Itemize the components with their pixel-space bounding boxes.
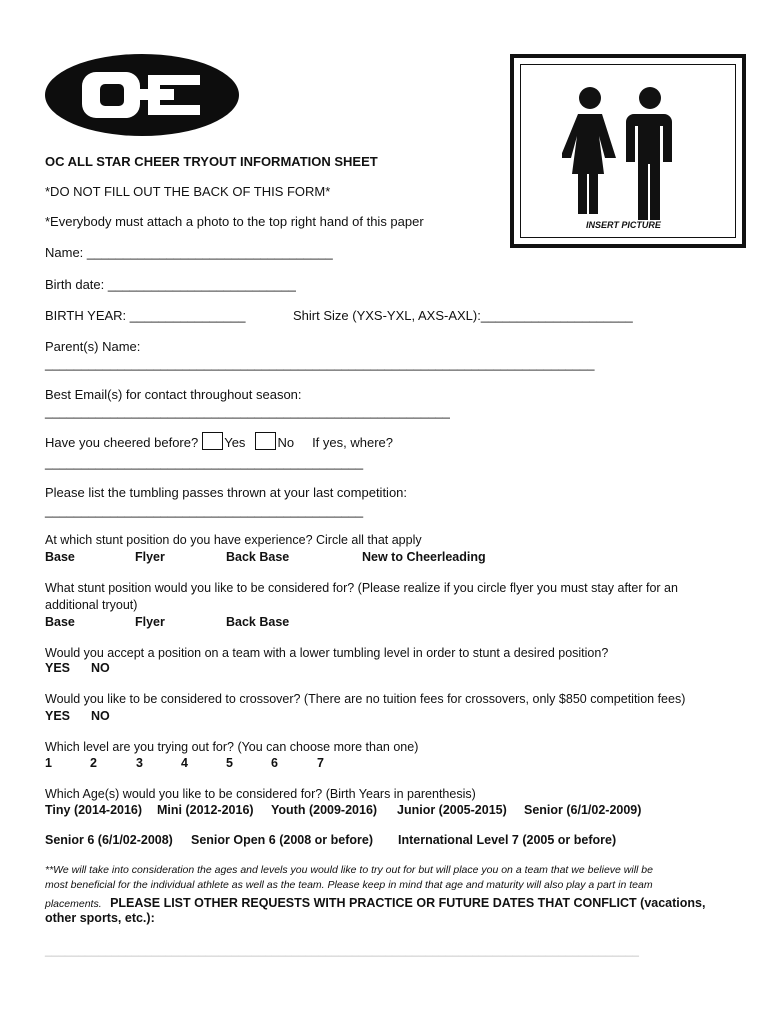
placement-note-2: most beneficial for the individual athlete as well as the team. Please keep in mind that age and maturity will also play a part in team <box>45 879 653 891</box>
birth-date-field[interactable]: Birth date: __________________________ <box>45 277 296 292</box>
lower-tumbling-question: Would you accept a position on a team with a lower tumbling level in order to stunt a desired position? <box>45 646 609 660</box>
insert-picture-caption: INSERT PICTURE <box>586 220 661 230</box>
lower-tumbling-options <box>45 661 245 677</box>
parents-name-line[interactable]: ____________________________________________________________________________ <box>45 356 595 371</box>
placement-note-3: placements. <box>45 898 102 910</box>
age-youth[interactable]: Youth (2009-2016) <box>271 803 378 817</box>
oc-logo-graphic <box>44 53 240 137</box>
option-yes[interactable]: YES <box>45 709 71 723</box>
email-label: Best Email(s) for contact throughout season: <box>45 387 302 402</box>
level-5[interactable]: 5 <box>226 756 233 770</box>
ages-row-2 <box>45 833 685 849</box>
age-mini[interactable]: Mini (2012-2016) <box>157 803 254 817</box>
option-back-base[interactable]: Back Base <box>226 615 290 629</box>
age-tiny[interactable]: Tiny (2014-2016) <box>45 803 143 817</box>
birth-year-field[interactable]: BIRTH YEAR: ________________ <box>45 308 246 323</box>
level-7[interactable]: 7 <box>317 756 324 770</box>
man-woman-restroom-icon <box>562 84 682 224</box>
stunt-consider-question-1: What stunt position would you like to be considered for? (Please realize if you circle flyer you must stay after for an <box>45 581 678 595</box>
page-title: OC ALL STAR CHEER TRYOUT INFORMATION SHEET <box>45 154 378 169</box>
shirt-size-field[interactable]: Shirt Size (YXS-YXL, AXS-AXL):_____________________ <box>293 308 633 323</box>
no-checkbox[interactable] <box>255 432 276 450</box>
cheered-where-line[interactable]: ____________________________________________ <box>45 455 364 470</box>
age-junior[interactable]: Junior (2005-2015) <box>397 803 507 817</box>
requests-line[interactable]: _________________________________________________________________________________________ <box>45 943 639 957</box>
level-1[interactable]: 1 <box>45 756 52 770</box>
ages-row-1 <box>45 803 685 819</box>
age-senior-open-6[interactable]: Senior Open 6 (2008 or before) <box>191 833 373 847</box>
option-flyer[interactable]: Flyer <box>135 550 165 564</box>
age-international-7[interactable]: International Level 7 (2005 or before) <box>398 833 617 847</box>
level-2[interactable]: 2 <box>90 756 97 770</box>
option-yes[interactable]: YES <box>45 661 71 675</box>
requests-heading-2: other sports, etc.): <box>45 911 155 925</box>
level-3[interactable]: 3 <box>136 756 143 770</box>
stunt-experience-question: At which stunt position do you have experience? Circle all that apply <box>45 533 422 547</box>
option-new-to-cheerleading[interactable]: New to Cheerleading <box>362 550 486 564</box>
option-base[interactable]: Base <box>45 615 75 629</box>
cheered-where-label: If yes, where? <box>312 435 393 450</box>
oc-logo <box>44 53 240 137</box>
no-label: No <box>277 435 295 450</box>
levels-question: Which level are you trying out for? (You can choose more than one) <box>45 740 419 754</box>
email-line[interactable]: ________________________________________________________ <box>45 404 450 419</box>
option-no[interactable]: NO <box>91 661 110 675</box>
levels-options <box>45 756 345 772</box>
option-back-base[interactable]: Back Base <box>226 550 290 564</box>
cheered-before-label: Have you cheered before? <box>45 435 199 450</box>
tumbling-line[interactable]: ____________________________________________ <box>45 503 364 518</box>
requests-heading: PLEASE LIST OTHER REQUESTS WITH PRACTICE OR FUTURE DATES THAT CONFLICT (vacations, <box>110 896 706 910</box>
parents-name-label: Parent(s) Name: <box>45 339 141 354</box>
stunt-consider-question-2: additional tryout) <box>45 598 138 612</box>
crossover-question: Would you like to be considered to crossover? (There are no tuition fees for crossovers, only $850 competition fees) <box>45 692 686 706</box>
level-4[interactable]: 4 <box>181 756 188 770</box>
yes-label: Yes <box>224 435 246 450</box>
ages-question: Which Age(s) would you like to be considered for? (Birth Years in parenthesis) <box>45 787 476 801</box>
cheered-before-row <box>45 432 393 450</box>
age-senior[interactable]: Senior (6/1/02-2009) <box>524 803 642 817</box>
placement-note-1: **We will take into consideration the ages and levels you would like to try out for but will place you on a team that we believe will be <box>45 864 653 876</box>
requests-row <box>45 894 705 912</box>
stunt-consider-options <box>45 615 645 631</box>
tumbling-label: Please list the tumbling passes thrown at your last competition: <box>45 485 408 500</box>
yes-checkbox[interactable] <box>202 432 223 450</box>
insert-picture-box[interactable] <box>510 54 746 248</box>
option-no[interactable]: NO <box>91 709 110 723</box>
age-senior-6[interactable]: Senior 6 (6/1/02-2008) <box>45 833 173 847</box>
stunt-experience-options <box>45 550 645 566</box>
option-flyer[interactable]: Flyer <box>135 615 165 629</box>
photo-note: *Everybody must attach a photo to the top right hand of this paper <box>45 214 424 229</box>
back-form-note: *DO NOT FILL OUT THE BACK OF THIS FORM* <box>45 184 331 199</box>
crossover-options <box>45 709 245 725</box>
level-6[interactable]: 6 <box>271 756 278 770</box>
name-field[interactable]: Name: __________________________________ <box>45 245 333 260</box>
option-base[interactable]: Base <box>45 550 75 564</box>
